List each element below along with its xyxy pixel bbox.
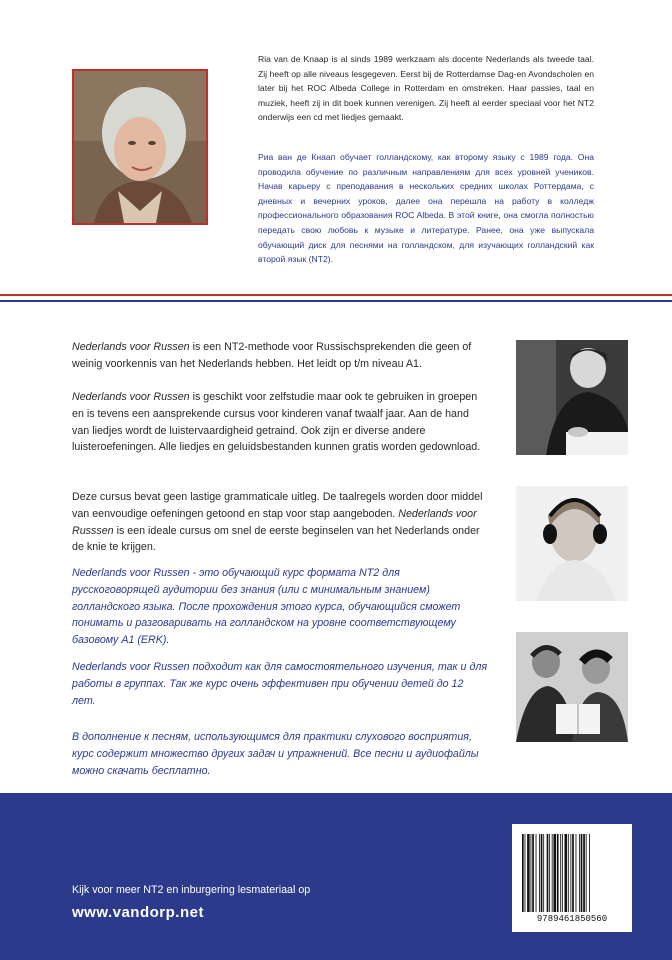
author-portrait-image xyxy=(74,71,206,223)
paragraph-text: is een NT2-methode voor Russischsprekenden die geen of weinig voorkennis van het Nederlands hebben. Het leidt op t/m niveau A1. xyxy=(72,341,472,370)
student-writing-photo xyxy=(516,340,628,455)
flag-stripe-white xyxy=(0,297,672,299)
isbn-number: 9789461850560 xyxy=(536,914,608,924)
barcode-image xyxy=(522,834,622,912)
footer-tagline: Kijk voor meer NT2 en inburgering lesmateriaal op xyxy=(72,884,311,896)
author-bio-dutch: Ria van de Knaap is al sinds 1989 werkzaam als docente Nederlands als tweede taal. Zij heeft op alle niveaus lesgegeven. Eerst bij de Rotterdamse Dag-en Avondscholen en later bij het ROC Albeda College in Rotterdam en omstreken. Haar passies, taal en muziek, heeft zij in dit boek kunnen verenigen. Zij heeft al eerder speciaal voor het NT2 onderwijs een cd met liedjes gemaakt. xyxy=(258,54,594,123)
course-title: Nederlands voor Russen xyxy=(72,391,190,403)
course-title: Nederlands voor Russen xyxy=(72,341,190,353)
course-title: Nederlands voor Russsen xyxy=(72,507,477,537)
paragraph-text: Deze cursus bevat geen lastige grammaticale uitleg. De taalregels worden door middel van eenvoudige oefeningen getoond en stap voor stap aangeboden. xyxy=(72,491,483,520)
author-bio-russian: Риа ван де Кнаап обучает голландскому, как второму языку с 1989 года. Она проводила обучение по различным направлениям для всех уровней учеников. Начав карьеру с преподавания в нескольких средних школах Роттердама, с дневных и вечерних уроков, далее она перешла на работу в колледж профессионального образования ROC Albeda. В этой книге, она смогла полностью передать свою любовь к музыке и литературе. Ранее, она уже выпускала обучающий диск для песнями на голландском, для изучающих голландский как второй язык (NT2). xyxy=(258,152,594,265)
author-photo xyxy=(72,69,208,225)
flag-stripe-blue xyxy=(0,300,672,302)
isbn-barcode xyxy=(512,824,632,932)
russian-paragraph-2: Nederlands voor Russen подходит как для самостоятельного изучения, так и для работы в группах. Так же курс очень эффективен при обучении детей до 12 лет. xyxy=(72,661,488,707)
paragraph-text: is geschikt voor zelfstudie maar ook te gebruiken in groepen en is tevens een aansprekende cursus voor kinderen vanaf twaalf jaar. Aan de hand van liedjes wordt de luistervaardigheid getraind. Ook zijn er diverse andere luisteroefeningen. Alle liedjes en geluidsbestanden kunnen gratis worden gedownload. xyxy=(72,391,481,454)
publisher-website-link[interactable]: www.vandorp.net xyxy=(72,904,204,921)
russian-paragraph-1: Nederlands voor Russen - это обучающий курс формата NT2 для русскоговорящей аудитории без знания (или с минимальным знанием) голландского языка. После прохождения этого курса, обучающийся сможет понимать и разговаривать на голландском на уровне соответствующему базовому A1 (ERK). xyxy=(72,567,461,647)
student-headphones-photo xyxy=(516,486,628,601)
russian-paragraph-3: В дополнение к песням, использующимся для практики слухового восприятия, курс содержит множество других задач и упражнений. Все песни и аудиофайлы можно скачать бесплатно. xyxy=(72,731,479,777)
description-paragraph-3 xyxy=(72,489,488,556)
paragraph-text: is een ideale cursus om snel de eerste beginselen van het Nederlands onder de knie te krijgen. xyxy=(72,524,480,554)
flag-stripe-red xyxy=(0,294,672,296)
description-paragraph-1 xyxy=(72,339,488,373)
description-paragraph-2 xyxy=(72,389,488,456)
students-reading-photo xyxy=(516,632,628,742)
